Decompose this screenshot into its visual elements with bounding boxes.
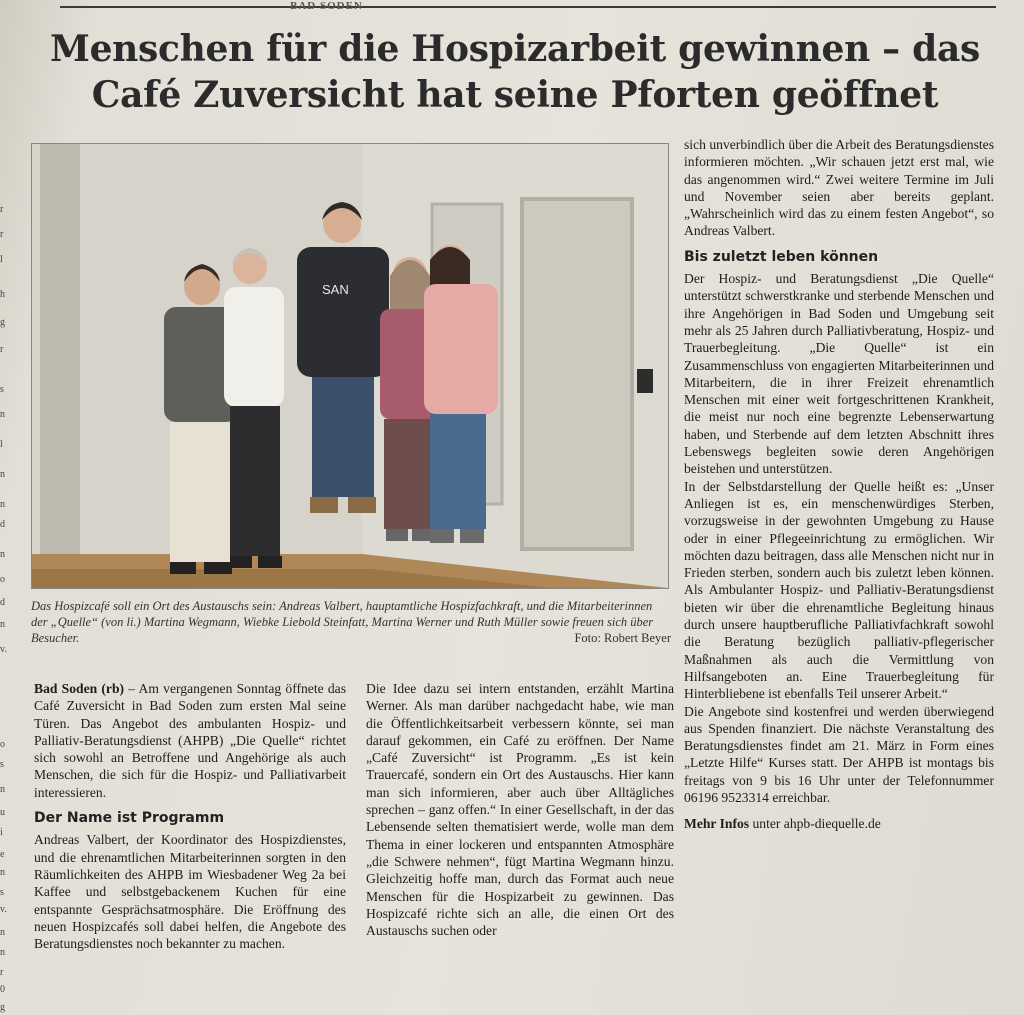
headline (40, 26, 990, 118)
caption-text: Das Hospizcafé soll ein Ort des Austauschs sein: Andreas Valbert, hauptamtliche Hospizfachkraft, und die Mitarbeiterinnen der „Quelle“ (von li.) Martina Wegmann, Wiebke Liebold Steinfatt, Martina Werner und Ruth Müller sowie freuen sich über Besucher. (31, 599, 654, 645)
column-2-paragraph-1: Die Idee dazu sei intern entstanden, erzählt Martina Werner. Als man darüber nachgedacht habe, wie man die Öffentlichkeitsarbeit verbessern könnte, sei man darauf gekommen, ein Café zu eröffnen. Der Name „Café Zuversicht“ ist Programm. „Es ist kein Trauercafé, sondern ein Ort des Austauschs. Hier kann man sich informieren, aber auch über Alltägliches sprechen – ganz offen.“ In einer Gesellschaft, in der das Lebensende selten thematisiert werde, wolle man dem Thema in einer lockeren und entspannten Atmosphäre „die Schwere nehmen“, fügt Martina Wegmann hinzu. Gleichzeitig hoffe man, durch das Format auch neue Menschen für die Hospizarbeit zu gewinnen. Das Hospizcafé richte sich an alle, die einen Ort des Austauschs suchen oder (366, 681, 674, 939)
margin-fragment: v. (0, 644, 7, 655)
margin-fragment: g (0, 1002, 5, 1013)
more-info-line (684, 815, 994, 832)
more-info-url: unter ahpb-diequelle.de (749, 816, 881, 832)
margin-fragment: d (0, 597, 5, 608)
margin-fragment: n (0, 409, 5, 420)
margin-fragment: e (0, 849, 5, 860)
glass-door (522, 199, 632, 549)
margin-fragment: r (0, 204, 4, 215)
margin-fragment: l (0, 254, 3, 265)
margin-fragment: o (0, 574, 5, 585)
margin-fragment: s (0, 887, 4, 898)
column-2 (366, 680, 674, 939)
section-label: BAD SODEN (290, 0, 363, 12)
column-3-paragraph-3: In der Selbstdarstellung der Quelle heißt es: „Unser Anliegen ist es, ein menschenwürdiges Sterben, vorzugsweise in der gewohnten Umgebung zu Hause oder in einer Pflegeeinrichtung zu ermöglichen. Wir möchten dazu beitragen, dass alle Menschen nicht nur in Frieden sterben, sondern auch bis zuletzt leben können. Als Ambulanter Hospiz- und Palliativ-Beratungsdienst bieten wir über die ehrenamtliche Begleitung hinaus durch unsere hauptberufliche Palliativfachkraft sowohl die Beratung bezüglich palliativ-pflegerischer Maßnahmen als auch die Vermittlung von Hilfsangeboten an. Eine Trauerbegleitung für Hinterbliebene ist ebenfalls Teil unserer Arbeit.“ (684, 478, 994, 702)
headline-line-2: Café Zuversicht hat seine Pforten geöffnet (91, 74, 939, 116)
margin-fragment: n (0, 867, 5, 878)
margin-fragment: i (0, 827, 3, 838)
shirt-print: SAN (322, 282, 349, 297)
margin-fragment: g (0, 317, 5, 328)
margin-fragment: n (0, 927, 5, 938)
photo-credit: Foto: Robert Beyer (574, 631, 671, 645)
subheading-bis-zuletzt: Bis zuletzt leben können (684, 248, 879, 265)
column-3-paragraph-1: sich unverbindlich über die Arbeit des Beratungsdienstes informieren möchten. „Wir schauen jetzt erst mal, wie das angenommen wird.“ Zwei weitere Termine im Juli und November seien aber bereits geplant. „Wahrscheinlich wird das zu einem festen Angebot“, so Andreas Valbert. (684, 137, 994, 239)
section-rule (60, 0, 996, 12)
column-3 (684, 136, 994, 833)
photo-illustration (32, 144, 668, 588)
margin-fragment: v. (0, 904, 7, 915)
column-3-paragraph-4: Die Angebote sind kostenfrei und werden überwiegend aus Spenden finanziert. Die nächste Veranstaltung des Beratungsdienstes findet am 21. März in Form eines „Letzte Hilfe“ Kurses statt. Der AHPB ist montags bis freitags von 9 bis 16 Uhr unter der Telefonnummer 06196 9523314 erreichbar. (684, 703, 994, 805)
margin-fragment: n (0, 784, 5, 795)
column-3-paragraph-2: Der Hospiz- und Beratungsdienst „Die Quelle“ unterstützt schwerstkranke und sterbende Menschen und ihre Angehörigen in Bad Soden und Umgebung seit mehr als 25 Jahren durch Palliativberatung, Hospiz- und Trauerbegleitung. „Die Quelle“ ist ein Zusammenschluss von engagierten Mitarbeiterinnen und Mitarbeitern, die in ihrer Freizeit ehrenamtlich Menschen mit einer weit fortgeschrittenen Krankheit, die meist nur noch eine begrenzte Lebenserwartung haben, und Sterbende auf dem letzten Abschnitt ihres Lebenswegs begleiten sowie deren Angehörigen beistehen und unterstützen. (684, 271, 994, 477)
lead-text: – Am vergangenen Sonntag öffnete das Café Zuversicht in Bad Soden zum ersten Mal seine Türen. Das Angebot des ambulanten Hospiz- und Palliativ-Beratungsdienst (AHPB) „Die Quelle“ richtet sich sowohl an Betroffene und Angehörige als auch Menschen, die sich für die Hospiz- und Palliativarbeit interessieren. (34, 681, 346, 800)
margin-fragment: n (0, 947, 5, 958)
light-switch (637, 369, 653, 393)
more-info-label: Mehr Infos (684, 816, 750, 832)
margin-fragment: h (0, 289, 5, 300)
margin-fragment: r (0, 967, 4, 978)
margin-fragment: n (0, 619, 5, 630)
margin-fragment: 0 (0, 984, 5, 995)
photo-caption (31, 598, 671, 646)
margin-fragment: s (0, 384, 4, 395)
column-1 (34, 680, 346, 952)
margin-fragment: r (0, 344, 4, 355)
margin-fragment: u (0, 807, 5, 818)
margin-fragment: n (0, 549, 5, 560)
margin-fragment: d (0, 519, 5, 530)
person-2 (224, 248, 284, 568)
margin-fragment: o (0, 739, 5, 750)
margin-fragment: s (0, 759, 4, 770)
margin-fragment: n (0, 469, 5, 480)
headline-line-1: Menschen für die Hospizarbeit gewinnen – das (50, 28, 980, 70)
dateline: Bad Soden (rb) (34, 681, 125, 696)
article-photo (31, 143, 669, 589)
margin-fragment: n (0, 499, 5, 510)
margin-fragment: l (0, 439, 3, 450)
column-1-paragraph-2: Andreas Valbert, der Koordinator des Hospizdienstes, und die ehrenamtlichen Mitarbeiterinnen sorgten in den Räumlichkeiten des AHPB im Wiesbadener Weg 2a bei Kaffee und selbstgebackenem Kuchen für eine entspannte Gesprächsatmosphäre. Die Eröffnung des neuen Hospizcafés soll dabei helfen, die Angebote des Beratungsdienstes noch bekannter zu machen. (34, 832, 346, 952)
subheading-name-ist-programm: Der Name ist Programm (34, 810, 225, 827)
margin-fragment: r (0, 229, 4, 240)
column-1-paragraph-1 (34, 680, 346, 801)
